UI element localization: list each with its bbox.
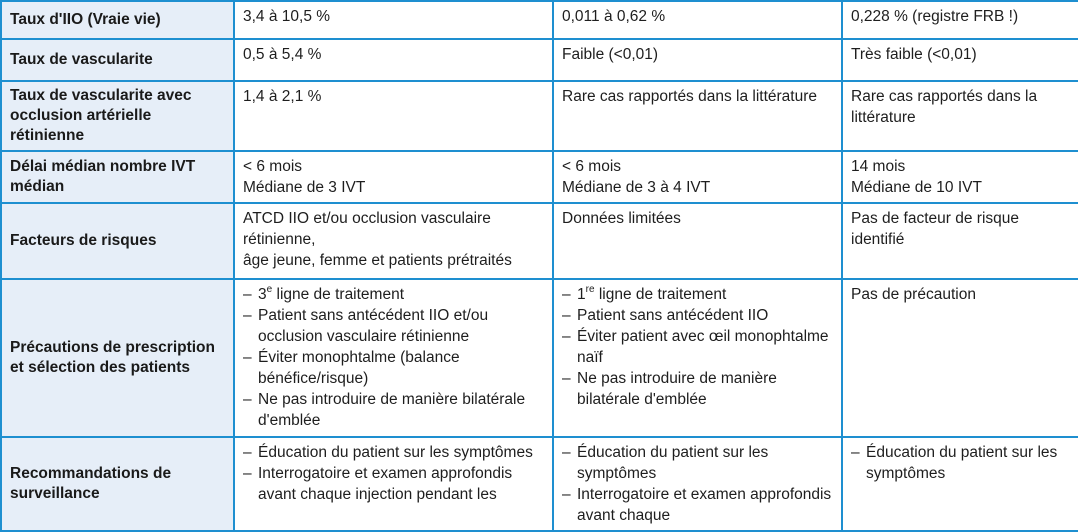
- cell-text-line: Pas de facteur de risque identifié: [851, 210, 1020, 248]
- list-item: [562, 305, 833, 326]
- bullet-list: [562, 284, 833, 410]
- cell-text-line: Médiane de 3 à 4 IVT: [562, 179, 711, 196]
- cell-precautions-col-2: [553, 279, 842, 437]
- cell-text-line: Médiane de 3 IVT: [243, 179, 366, 196]
- list-item: [562, 284, 833, 305]
- cell-text-line: 0,011 à 0,62 %: [562, 8, 666, 25]
- table-row: [1, 39, 1078, 81]
- cell-text-line: Données limitées: [562, 210, 681, 227]
- cell-facteurs-risques-col-3: [842, 203, 1078, 279]
- cell-text-line: 14 mois: [851, 158, 906, 175]
- cell-text-line: 0,5 à 5,4 %: [243, 46, 322, 63]
- cell-text-line: ATCD IIO et/ou occlusion vasculaire rétinienne,: [243, 210, 491, 248]
- list-item-text: Patient sans antécédent IIO: [577, 307, 769, 324]
- cell-taux-iio-col-2: [553, 1, 842, 39]
- cell-taux-vascularite-col-2: [553, 39, 842, 81]
- cell-text-line: Rare cas rapportés dans la littérature: [851, 88, 1038, 126]
- ordinal-suffix: e: [266, 283, 273, 295]
- cell-text-line: Faible (<0,01): [562, 46, 659, 63]
- cell-text-line: 3,4 à 10,5 %: [243, 8, 331, 25]
- bullet-list: [243, 284, 544, 431]
- list-item: [562, 368, 833, 410]
- list-item: [562, 442, 833, 484]
- list-item-text: Interrogatoire et examen approfondis avant chaque: [577, 486, 832, 524]
- list-item: [243, 463, 544, 505]
- cell-taux-vascularite-col-3: [842, 39, 1078, 81]
- cell-taux-iio-col-1: [234, 1, 553, 39]
- cell-text-line: âge jeune, femme et patients prétraités: [243, 252, 512, 269]
- cell-taux-vascularite-col-1: [234, 39, 553, 81]
- row-label-taux-vascularite: Taux de vascularite: [1, 39, 234, 81]
- bullet-list: [851, 442, 1070, 484]
- cell-text-line: Très faible (<0,01): [851, 46, 977, 63]
- table-row: [1, 279, 1078, 437]
- cell-delai-median-col-3: [842, 151, 1078, 203]
- list-item: [243, 442, 544, 463]
- table-row: [1, 81, 1078, 151]
- cell-text-line: Pas de précaution: [851, 286, 976, 303]
- table-row: [1, 151, 1078, 203]
- bullet-list: [243, 442, 544, 505]
- row-label-taux-occlusion: Taux de vascularite avec occlusion artérielle rétinienne: [1, 81, 234, 151]
- list-item-text: Éducation du patient sur les symptômes: [577, 444, 769, 482]
- list-item-text-suffix: ligne de traitement: [272, 286, 405, 303]
- row-label-delai-median: Délai médian nombre IVT médian: [1, 151, 234, 203]
- list-item-text: Éducation du patient sur les symptômes: [258, 444, 533, 461]
- cell-text-line: Rare cas rapportés dans la littérature: [562, 88, 818, 105]
- cell-text-line: < 6 mois: [562, 158, 622, 175]
- cell-text-line: < 6 mois: [243, 158, 303, 175]
- list-item: [243, 389, 544, 431]
- list-item-text: Éducation du patient sur les symptômes: [866, 444, 1058, 482]
- cell-facteurs-risques-col-2: [553, 203, 842, 279]
- cell-taux-occlusion-col-3: [842, 81, 1078, 151]
- cell-recommandations-col-1: [234, 437, 553, 531]
- list-item: [851, 442, 1070, 484]
- cell-taux-occlusion-col-1: [234, 81, 553, 151]
- list-item-text: 1: [577, 286, 586, 303]
- cell-precautions-col-1: [234, 279, 553, 437]
- table-row: [1, 1, 1078, 39]
- list-item: [243, 347, 544, 389]
- cell-text-line: 1,4 à 2,1 %: [243, 88, 322, 105]
- bullet-list: [562, 442, 833, 526]
- row-label-recommandations: Recommandations de surveillance: [1, 437, 234, 531]
- cell-delai-median-col-1: [234, 151, 553, 203]
- list-item: [562, 326, 833, 368]
- list-item-text: 3: [258, 286, 267, 303]
- list-item: [562, 484, 833, 526]
- cell-taux-iio-col-3: [842, 1, 1078, 39]
- list-item-text: Ne pas introduire de manière bilatérale d'emblée: [258, 391, 526, 429]
- table-row: [1, 203, 1078, 279]
- cell-text-line: 0,228 % (registre FRB !): [851, 8, 1019, 25]
- list-item: [243, 305, 544, 347]
- cell-recommandations-col-3: [842, 437, 1078, 531]
- cell-facteurs-risques-col-1: [234, 203, 553, 279]
- list-item-text: Éviter monophtalme (balance bénéfice/risque): [258, 349, 460, 387]
- list-item: [243, 284, 544, 305]
- row-label-taux-iio: Taux d'IIO (Vraie vie): [1, 1, 234, 39]
- table-body: [1, 1, 1078, 531]
- list-item-text: Interrogatoire et examen approfondis avant chaque injection pendant les: [258, 465, 513, 503]
- ordinal-suffix: re: [585, 283, 595, 295]
- cell-precautions-col-3: [842, 279, 1078, 437]
- list-item-text-suffix: ligne de traitement: [594, 286, 727, 303]
- list-item-text: Patient sans antécédent IIO et/ou occlusion vasculaire rétinienne: [258, 307, 489, 345]
- cell-text-line: Médiane de 10 IVT: [851, 179, 982, 196]
- row-label-precautions: Précautions de prescription et sélection des patients: [1, 279, 234, 437]
- list-item-text: Éviter patient avec œil monophtalme naïf: [577, 328, 829, 366]
- row-label-facteurs-risques: Facteurs de risques: [1, 203, 234, 279]
- list-item-text: Ne pas introduire de manière bilatérale d'emblée: [577, 370, 777, 408]
- table-row: [1, 437, 1078, 531]
- cell-delai-median-col-2: [553, 151, 842, 203]
- cell-taux-occlusion-col-2: [553, 81, 842, 151]
- cell-recommandations-col-2: [553, 437, 842, 531]
